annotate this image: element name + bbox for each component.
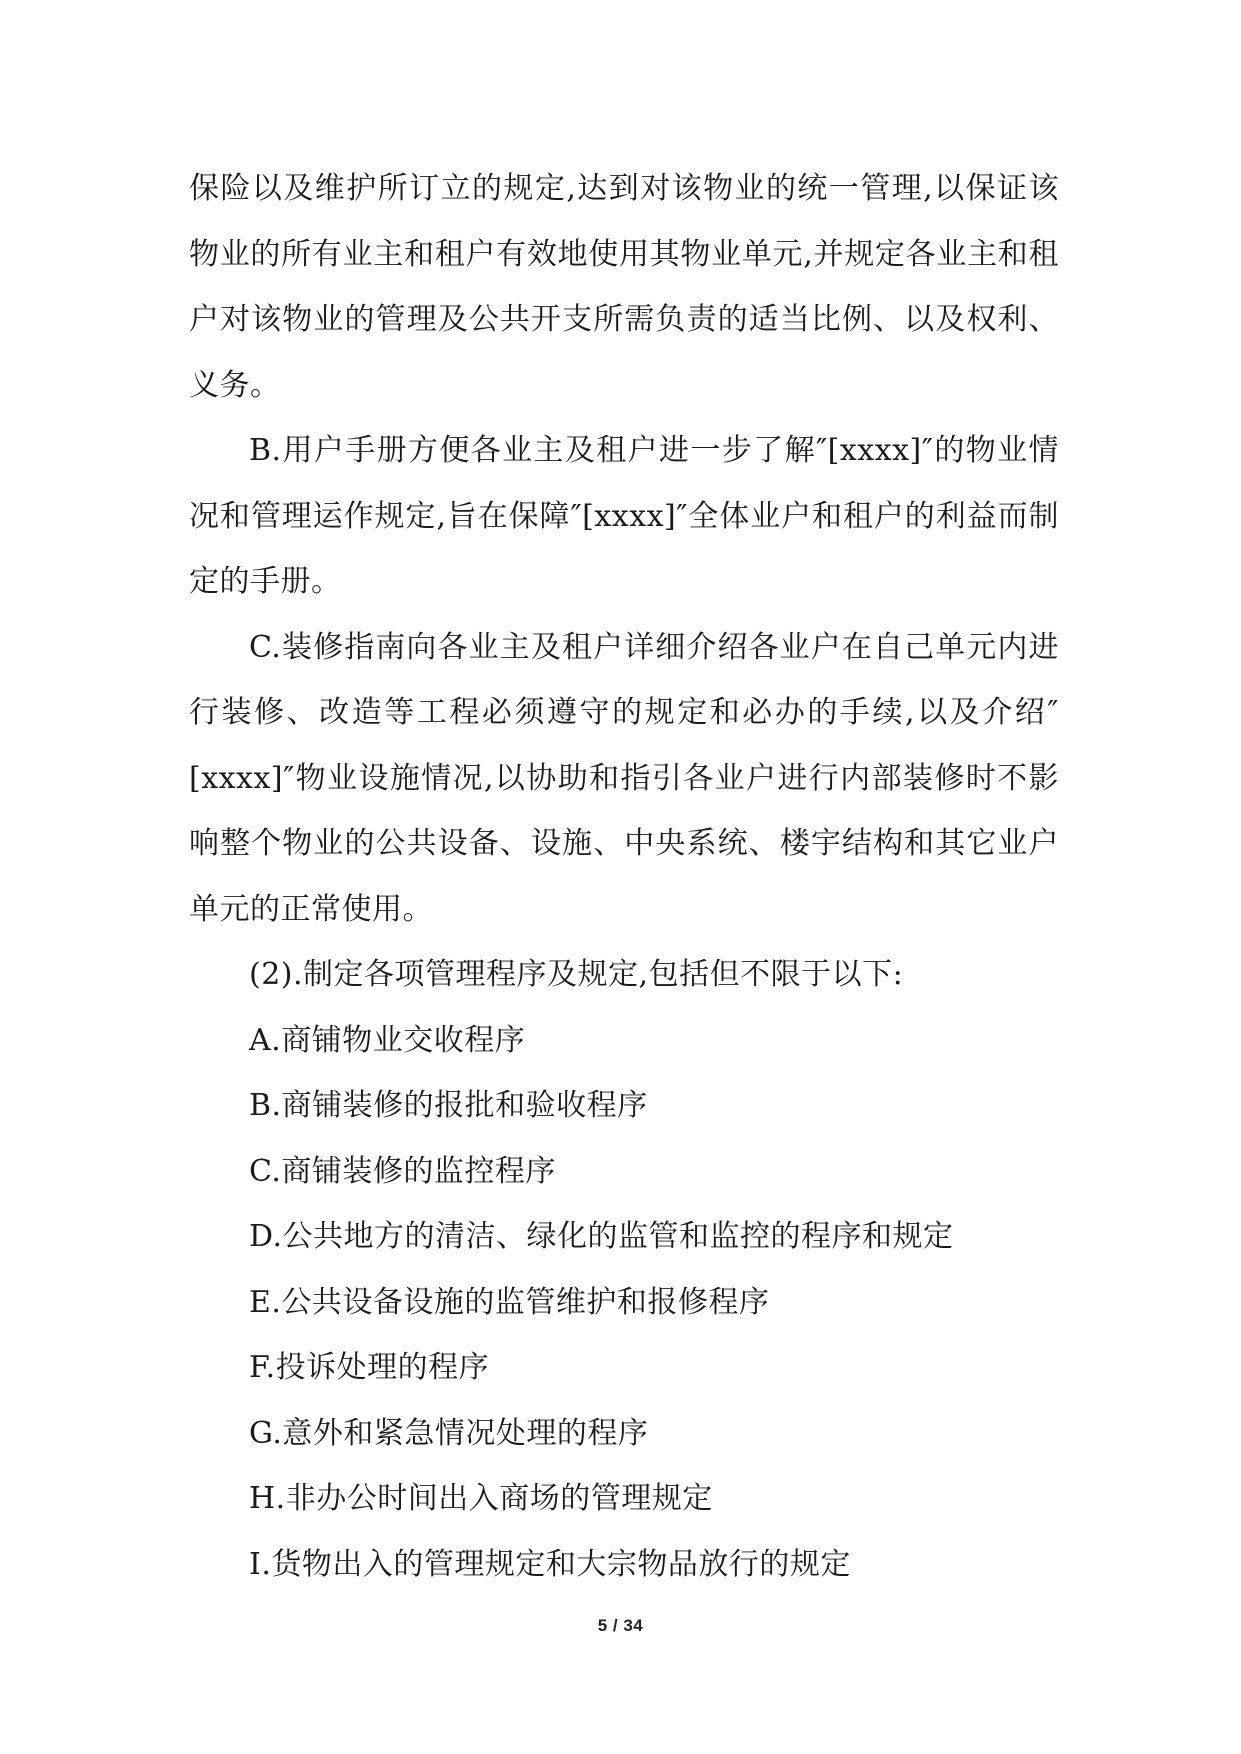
paragraph-rules-continuation: 保险以及维护所订立的规定,达到对该物业的统一管理,以保证该物业的所有业主和租户有效地使用其物业单元,并规定各业主和租户对该物业的管理及公共开支所需负责的适当比例、以及权利、义务。 (189, 171, 1059, 403)
list-item: A.商铺物业交收程序 (249, 1022, 526, 1058)
list-item: D.公共地方的清洁、绿化的监管和监控的程序和规定 (249, 1219, 954, 1254)
list-item: E.公共设备设施的监管维护和报修程序 (249, 1284, 770, 1320)
list-item: F.投诉处理的程序 (249, 1350, 490, 1385)
list-item: C.商铺装修的监控程序 (249, 1153, 556, 1189)
list-item: I.货物出入的管理规定和大宗物品放行的规定 (249, 1546, 851, 1582)
list-item: G.意外和紧急情况处理的程序 (249, 1415, 649, 1451)
document-body (189, 156, 1059, 1597)
list-item: B.商铺装修的报批和验收程序 (249, 1088, 648, 1123)
paragraph-user-manual: B.用户手册方便各业主及租户进一步了解″[xxxx]″的物业情况和管理运作规定,旨在保障″[xxxx]″全体业户和租户的利益而制定的手册。 (189, 433, 1059, 599)
paragraph-renovation-guide: C.装修指南向各业主及租户详细介绍各业户在自己单元内进行装修、改造等工程必须遵守的规定和必办的手续,以及介绍″[xxxx]″物业设施情况,以协助和指引各业户进行内部装修时不影响整个物业的公共设备、设施、中央系统、楼宇结构和其它业户单元的正常使用。 (189, 629, 1059, 927)
list-item: H.非办公时间出入商场的管理规定 (249, 1481, 713, 1516)
page-number: 5 / 34 (597, 1616, 644, 1635)
section-heading: (2).制定各项管理程序及规定,包括但不限于以下: (249, 957, 904, 992)
